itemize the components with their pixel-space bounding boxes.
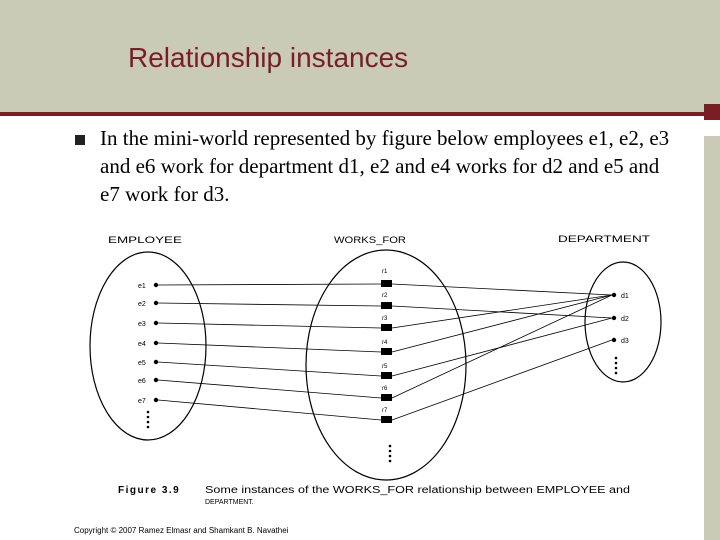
department-label: d3 (621, 338, 629, 345)
employee-label: e2 (138, 301, 146, 308)
relationship-box (381, 372, 392, 379)
relationship-label: r3 (382, 316, 388, 322)
relationship-label: r6 (382, 386, 388, 392)
department-dot (612, 316, 616, 320)
employee-dot (154, 398, 158, 402)
employee-dot (154, 360, 158, 364)
employee-entities (138, 283, 158, 429)
employee-dot (154, 321, 158, 325)
relationship-label: r7 (382, 408, 388, 414)
department-continuation-dots (615, 357, 618, 375)
employee-label: e1 (138, 283, 146, 290)
slide-title: Relationship instances (128, 42, 409, 73)
relationship-box (381, 324, 392, 331)
relationship-label: r2 (382, 293, 388, 299)
department-dot (612, 338, 616, 342)
relationship-continuation-dots (389, 445, 392, 463)
figure-caption-number: Figure 3.9 (118, 485, 181, 496)
employee-label: e7 (138, 398, 146, 405)
relationship-box (381, 394, 392, 401)
department-label: d1 (621, 293, 629, 300)
employee-label: e6 (138, 378, 146, 385)
decor-square-dark (704, 104, 720, 120)
employee-dot (154, 301, 158, 305)
relationship-label: r4 (382, 340, 388, 346)
employee-label: e3 (138, 321, 146, 328)
decor-square-light (704, 120, 720, 136)
works-for-set-label: WORKS_FOR (334, 235, 407, 245)
department-entities (612, 293, 629, 375)
relationship-label: r1 (382, 269, 388, 275)
employee-label: e5 (138, 360, 146, 367)
relationship-instances (381, 269, 392, 462)
relationship-box (381, 416, 392, 423)
relationship-box (381, 280, 392, 287)
right-decor-strip (704, 0, 720, 540)
copyright-footer: Copyright © 2007 Ramez Elmasr and Shamkant B. Navathei (74, 526, 289, 535)
employee-dot (154, 341, 158, 345)
employee-dot (154, 378, 158, 382)
relationship-label: r5 (382, 364, 388, 370)
employee-label: e4 (138, 341, 146, 348)
department-label: d2 (621, 316, 629, 323)
relationship-box (381, 348, 392, 355)
employee-dot (154, 283, 158, 287)
bullet-text: In the mini-world represented by figure below employees e1, e2, e3 and e6 work for department d1, e2 and e4 works for d2 and e5 and e7 work for d3. (100, 126, 670, 206)
employee-set-label: EMPLOYEE (108, 235, 182, 245)
department-set-label: DEPARTMENT (558, 234, 651, 244)
relationship-box (381, 302, 392, 309)
employee-continuation-dots (147, 411, 150, 429)
figure-caption-text: Some instances of the WORKS_FOR relationship between EMPLOYEE and (205, 485, 630, 496)
department-dot (612, 293, 616, 297)
figure-caption-text-line2: DEPARTMENT. (205, 499, 254, 506)
